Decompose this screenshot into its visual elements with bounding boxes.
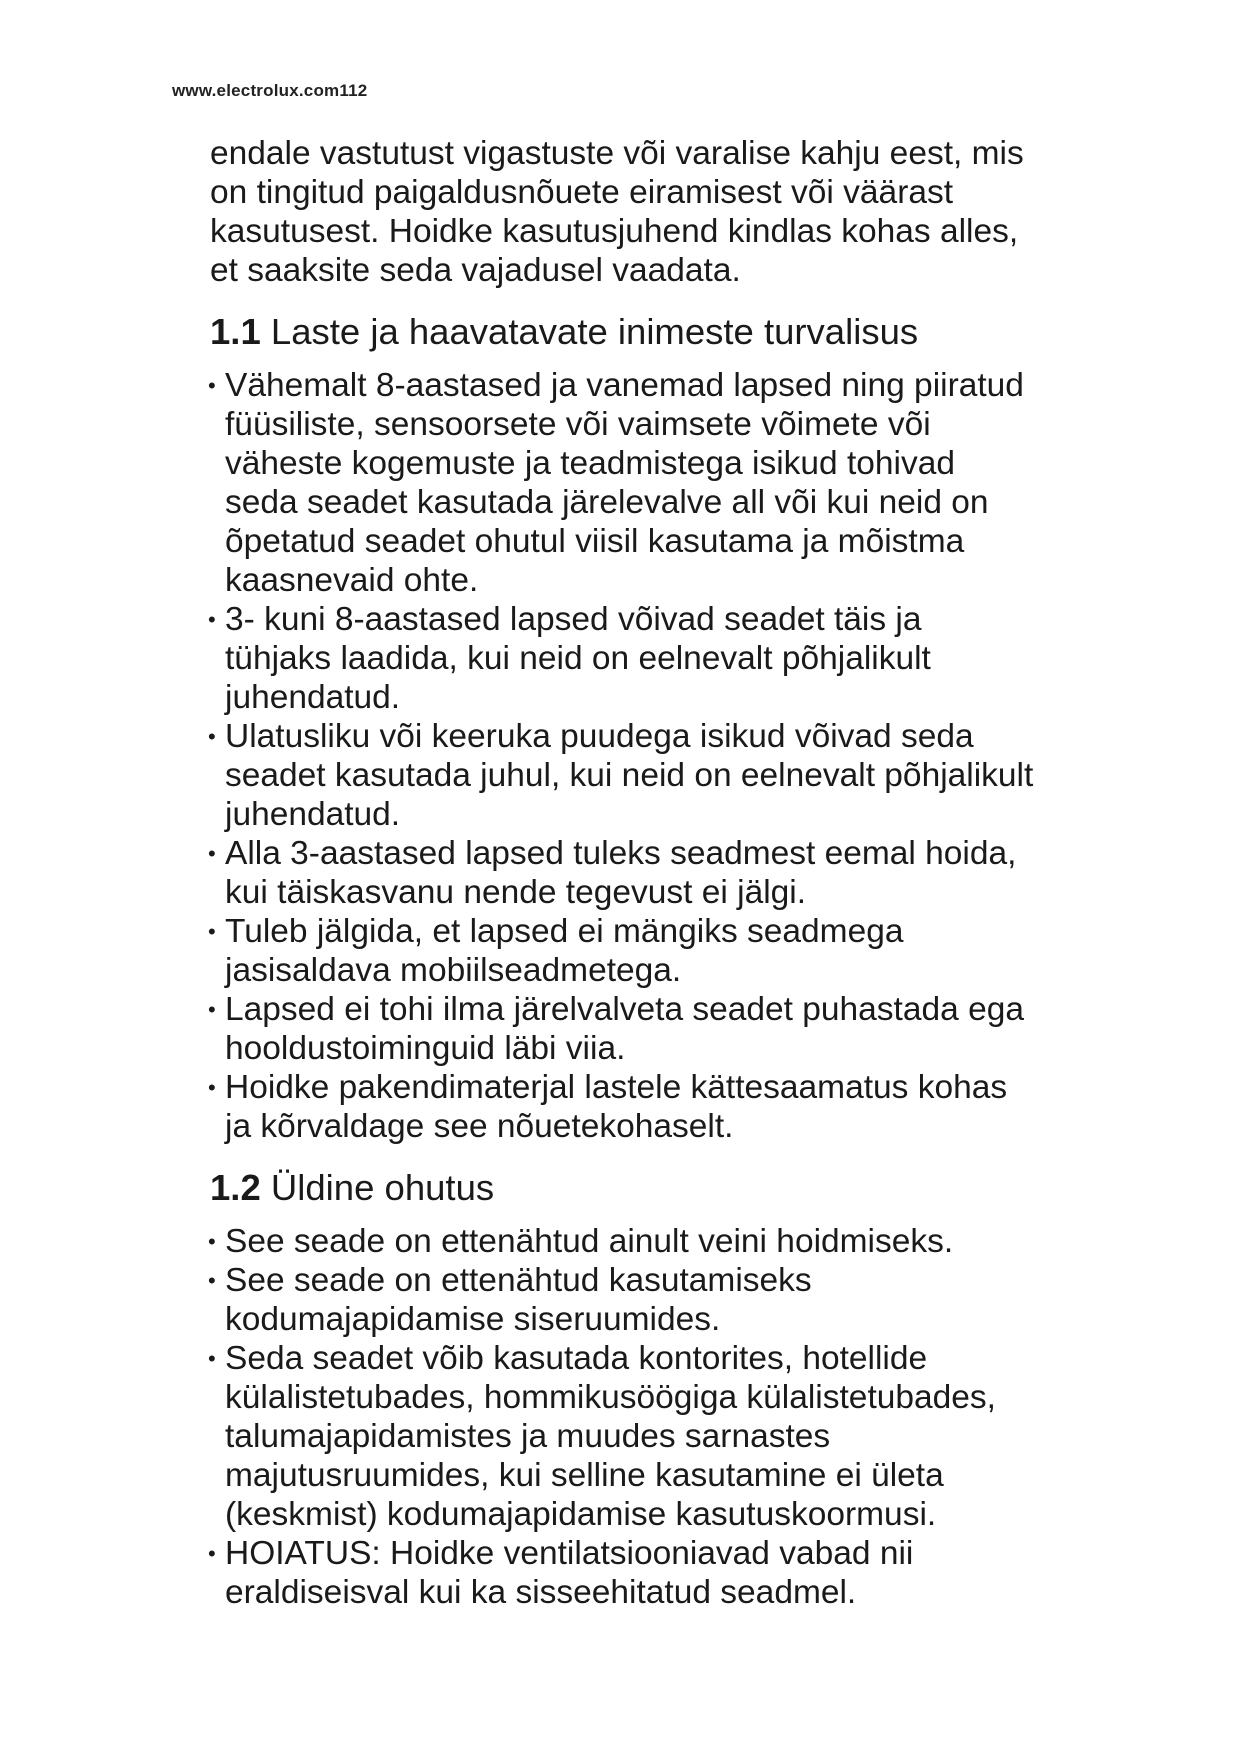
bullet-text-line: talumajapidamistes ja muudes sarnastes — [225, 1418, 831, 1455]
section-title-text: Laste ja haavatavate inimeste turvalisus — [270, 311, 919, 352]
bullet-text-line: seda seadet kasutada järelevalve all või kui neid on — [225, 484, 989, 521]
section-heading-1-1 — [210, 310, 1210, 354]
bullet-item — [210, 834, 1210, 912]
bullet-text-line: külalistetubades, hommikusöögiga külalistetubades, — [225, 1379, 996, 1416]
bullet-dot-icon: • — [208, 724, 216, 749]
bullet-text-line: Hoidke pakendimaterjal lastele kättesaamatus kohas — [225, 1069, 1008, 1106]
bullet-text-line: kodumajapidamise siseruumides. — [225, 1301, 721, 1338]
bullet-item — [210, 717, 1210, 834]
text-line: kasutusest. Hoidke kasutusjuhend kindlas kohas alles, — [210, 213, 1019, 250]
bullet-dot-icon: • — [208, 997, 216, 1022]
text-line: et saaksite seda vajadusel vaadata. — [210, 252, 741, 289]
bullet-text-line: Vähemalt 8-aastased ja vanemad lapsed ning piiratud — [225, 367, 1024, 404]
bullet-text-line: tühjaks laadida, kui neid on eelnevalt põhjalikult — [225, 640, 931, 677]
bullet-item — [210, 990, 1210, 1068]
document-body — [210, 134, 1210, 1612]
bullet-dot-icon: • — [208, 1229, 216, 1254]
bullet-dot-icon: • — [208, 1075, 216, 1100]
bullet-dot-icon: • — [208, 919, 216, 944]
bullet-text-line: See seade on ettenähtud kasutamiseks — [225, 1262, 812, 1299]
bullet-text-line: õpetatud seadet ohutul viisil kasutama ja mõistma — [225, 523, 965, 560]
bullet-text-line: Lapsed ei tohi ilma järelvalveta seadet puhastada ega — [225, 991, 1024, 1028]
bullet-text-line: 3- kuni 8-aastased lapsed võivad seadet täis ja — [225, 601, 922, 638]
bullet-text-line: jasisaldava mobiilseadmetega. — [225, 952, 682, 989]
bullet-dot-icon: • — [208, 1541, 216, 1566]
bullet-item — [210, 1534, 1210, 1612]
bullet-text-line: ja kõrvaldage see nõuetekohaselt. — [225, 1108, 734, 1145]
bullet-text-line: Alla 3-aastased lapsed tuleks seadmest eemal hoida, — [225, 835, 1017, 872]
bullet-dot-icon: • — [208, 841, 216, 866]
bullet-item — [210, 1261, 1210, 1339]
section-number: 1.1 — [210, 311, 261, 352]
bullet-text-line: kui täiskasvanu nende tegevust ei jälgi. — [225, 874, 807, 911]
bullet-text-line: juhendatud. — [225, 796, 401, 833]
bullet-text-line: juhendatud. — [225, 679, 401, 716]
bullet-text-line: (keskmist) kodumajapidamise kasutuskoormusi. — [225, 1496, 937, 1533]
bullet-text-line: See seade on ettenähtud ainult veini hoidmiseks. — [225, 1223, 954, 1260]
bullet-dot-icon: • — [208, 607, 216, 632]
bullet-list-section-1-2 — [210, 1222, 1210, 1612]
bullet-text-line: kaasnevaid ohte. — [225, 562, 479, 599]
bullet-text-line: hooldustoiminguid läbi viia. — [225, 1030, 626, 1067]
bullet-text-line: Tuleb jälgida, et lapsed ei mängiks seadmega — [225, 913, 904, 950]
bullet-text-line: majutusruumides, kui selline kasutamine ei ületa — [225, 1457, 944, 1494]
bullet-text-line: Ulatusliku või keeruka puudega isikud võivad seda — [225, 718, 974, 755]
intro-paragraph — [210, 134, 1210, 290]
bullet-dot-icon: • — [208, 1268, 216, 1293]
text-line: endale vastutust vigastuste või varalise kahju eest, mis — [210, 135, 1024, 172]
bullet-item — [210, 1222, 1210, 1261]
bullet-text-line: eraldiseisval kui ka sisseehitatud seadmel. — [225, 1574, 857, 1611]
bullet-text-line: Seda seadet võib kasutada kontorites, hotellide — [225, 1340, 928, 1377]
bullet-dot-icon: • — [208, 373, 216, 398]
bullet-list-section-1-1 — [210, 366, 1210, 1146]
bullet-text-line: füüsiliste, sensoorsete või vaimsete võimete või — [225, 406, 931, 443]
bullet-dot-icon: • — [208, 1346, 216, 1371]
section-heading-1-2 — [210, 1166, 1210, 1210]
bullet-item — [210, 912, 1210, 990]
page-header-url: www.electrolux.com112 — [172, 81, 368, 100]
bullet-item — [210, 1339, 1210, 1534]
bullet-item — [210, 366, 1210, 600]
bullet-text-line: väheste kogemuste ja teadmistega isikud tohivad — [225, 445, 955, 482]
section-number: 1.2 — [210, 1167, 261, 1208]
section-title-text: Üldine ohutus — [270, 1167, 495, 1208]
bullet-text-line: HOIATUS: Hoidke ventilatsiooniavad vabad nii — [225, 1535, 914, 1572]
bullet-item — [210, 600, 1210, 717]
bullet-text-line: seadet kasutada juhul, kui neid on eelnevalt põhjalikult — [225, 757, 1034, 794]
bullet-item — [210, 1068, 1210, 1146]
text-line: on tingitud paigaldusnõuete eiramisest või väärast — [210, 174, 954, 211]
